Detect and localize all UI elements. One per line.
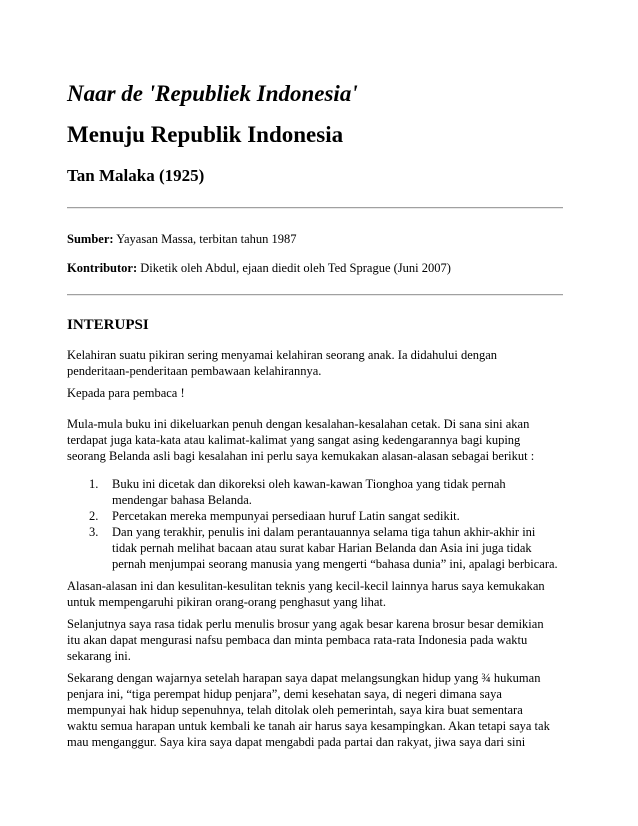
paragraph-line: Sekarang dengan wajarnya setelah harapan saya dapat melangsungkan hidup yang ¾ hukuman: [67, 671, 541, 685]
paragraph-line: mau menganggur. Saya kira saya dapat mengabdi pada partai dan rakyat, jiwa saya dari sini: [67, 735, 526, 749]
paragraph: [67, 578, 567, 610]
list-number: 2.: [89, 509, 99, 523]
list-number: 3.: [89, 525, 99, 539]
list-number: 1.: [89, 477, 99, 491]
paragraph-line: itu akan dapat mengurasi nafsu pembaca dan minta pembaca rata-rata Indonesia pada waktu: [67, 633, 528, 647]
contributor-label: Kontributor:: [67, 261, 138, 275]
list-item-line: tidak pernah melihat bacaan atau surat kabar Harian Belanda dan Asia ini juga tidak: [112, 541, 532, 555]
contributor-value: Diketik oleh Abdul, ejaan diedit oleh Ted Sprague (Juni 2007): [140, 261, 451, 275]
author-line: Tan Malaka (1925): [67, 166, 205, 185]
paragraph-line: penjara ini, “tiga perempat hidup penjara”, demi kesehatan saya, di negeri dimana saya: [67, 687, 502, 701]
list-item-line: Buku ini dicetak dan dikoreksi oleh kawan-kawan Tionghoa yang tidak pernah: [112, 477, 506, 491]
paragraph: [67, 670, 567, 750]
source-label: Sumber:: [67, 232, 114, 246]
list-item-line: pernah menjumpai seorang manusia yang mengerti “bahasa dunia” ini, apalagi berbicara.: [112, 557, 558, 571]
paragraph-line: Mula-mula buku ini dikeluarkan penuh dengan kesalahan-kesalahan cetak. Di sana sini akan: [67, 417, 530, 431]
paragraph-line: Selanjutnya saya rasa tidak perlu menulis brosur yang agak besar karena brosur besar demikian: [67, 617, 544, 631]
paragraph-line: mempunyai hak hidup sepenuhnya, telah ditolak oleh pemerintah, saya kira buat sementara: [67, 703, 523, 717]
paragraph-line: Alasan-alasan ini dan kesulitan-kesulitan teknis yang kecil-kecil lainnya harus saya kemukakan: [67, 579, 545, 593]
paragraph: [67, 347, 567, 379]
horizontal-divider: [67, 294, 563, 296]
paragraph: [67, 385, 567, 401]
list-item-line: mendengar bahasa Belanda.: [112, 493, 252, 507]
paragraph-line: sekarang ini.: [67, 649, 131, 663]
horizontal-divider: [67, 207, 563, 209]
paragraph: [67, 416, 567, 464]
paragraph-line: waktu semua harapan untuk kembali ke tanah air harus saya kesampingkan. Akan tetapi saya tak: [67, 719, 550, 733]
list-item: [67, 476, 567, 508]
paragraph-line: untuk mempengaruhi pikiran orang-orang penghasut yang lihat.: [67, 595, 387, 609]
reasons-list: [67, 476, 567, 572]
list-item: [67, 508, 567, 524]
list-item-line: Percetakan mereka mempunyai persediaan huruf Latin sangat sedikit.: [112, 509, 460, 523]
paragraph-line: seorang Belanda asli bagi kesalahan ini perlu saya kemukakan alasan-alasan sebagai berikut :: [67, 449, 535, 463]
contributor-line: [67, 260, 451, 276]
paragraph-line: penderitaan-penderitaan pembawaan kelahirannya.: [67, 364, 322, 378]
source-value: Yayasan Massa, terbitan tahun 1987: [116, 232, 297, 246]
paragraph-line: terdapat juga kata-kata atau kalimat-kalimat yang sangat asing kedengarannya bagi kuping: [67, 433, 521, 447]
dutch-title: Naar de 'Republiek Indonesia': [67, 81, 358, 106]
section-heading: INTERUPSI: [67, 317, 149, 333]
indonesian-title: Menuju Republik Indonesia: [67, 122, 344, 147]
paragraph-line: Kelahiran suatu pikiran sering menyamai kelahiran seorang anak. Ia didahului dengan: [67, 348, 498, 362]
paragraph-line: Kepada para pembaca !: [67, 386, 185, 400]
list-item: [67, 524, 567, 572]
list-item-line: Dan yang terakhir, penulis ini dalam perantauannya selama tiga tahun akhir-akhir ini: [112, 525, 536, 539]
paragraph: [67, 616, 567, 664]
source-line: [67, 231, 297, 247]
